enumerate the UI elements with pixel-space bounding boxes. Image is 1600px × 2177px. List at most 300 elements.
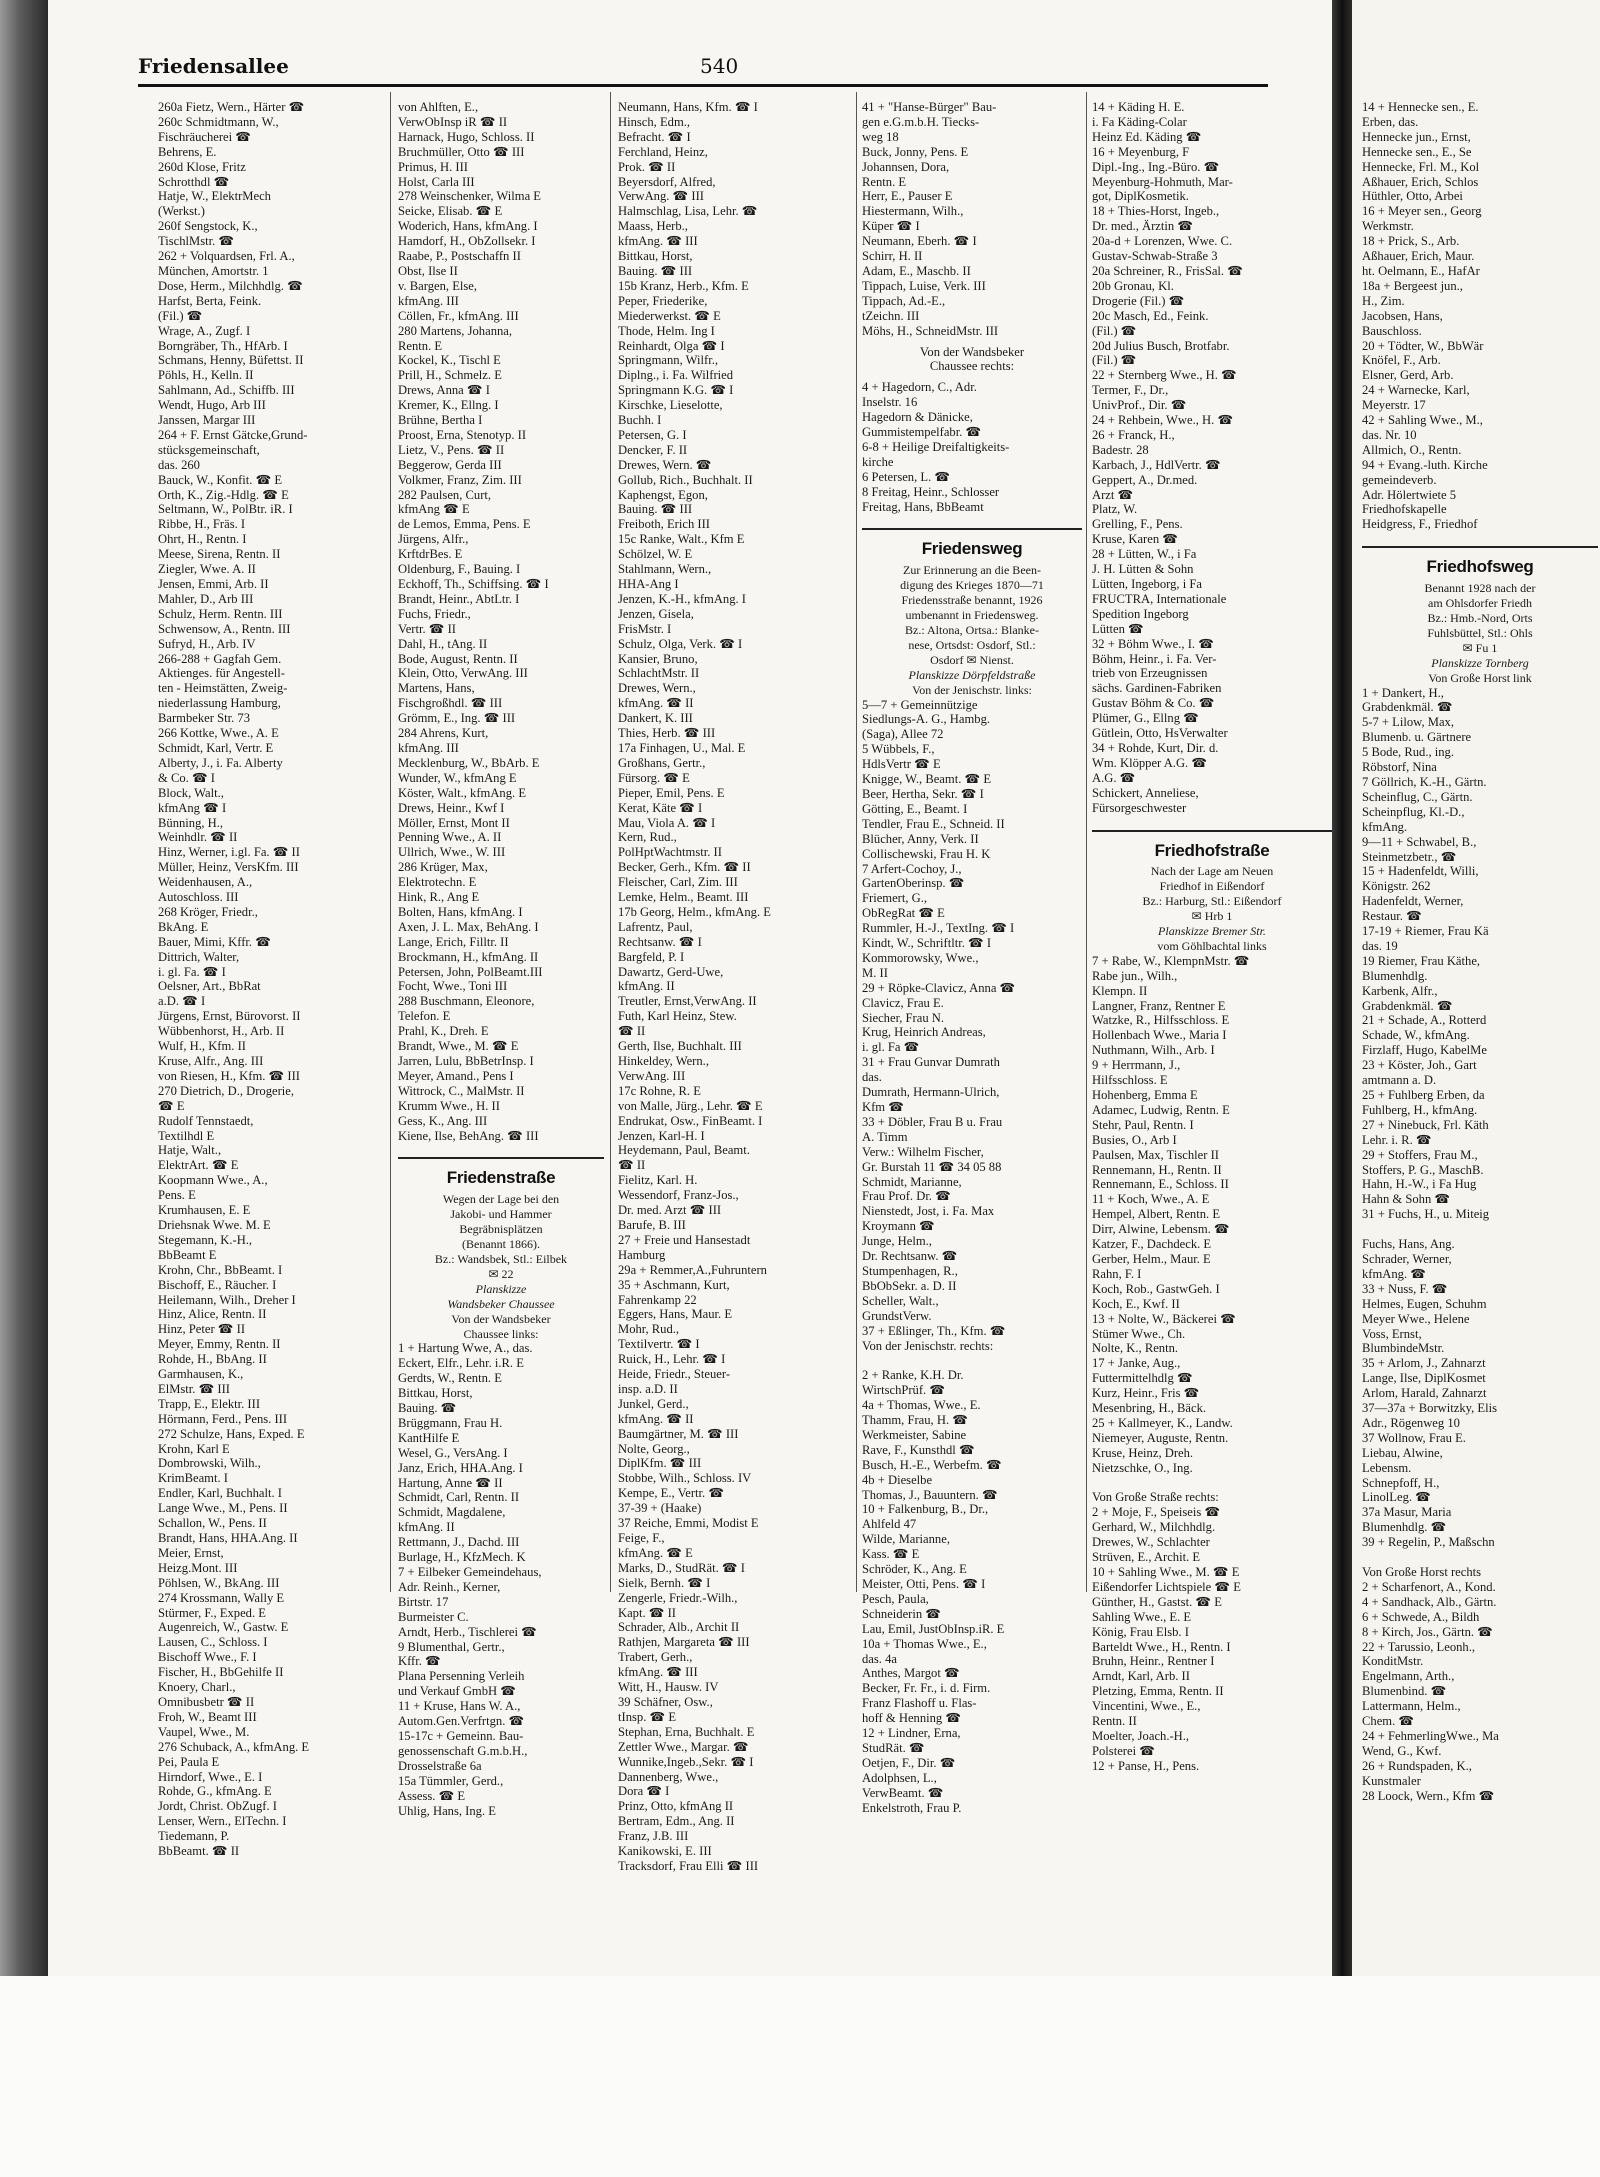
directory-entry: BkAng. E (158, 919, 209, 934)
directory-entry: Adr., Rögenweg 10 (1362, 1415, 1460, 1430)
directory-entry: Kfm ☎ (862, 1100, 904, 1114)
directory-entry: das. 260 (158, 457, 200, 472)
directory-entry: Lafrentz, Paul, (618, 919, 693, 934)
directory-entry: 5 Bode, Rud., ing. (1362, 745, 1455, 760)
directory-entry: Kapt. ☎ II (618, 1605, 677, 1620)
directory-entry: 260f Sengstock, K., (158, 219, 258, 234)
directory-entry: Seltmann, W., PolBtr. iR. I (158, 502, 293, 517)
directory-entry: kirche (862, 454, 894, 469)
directory-entry: Block, Walt., (158, 785, 224, 800)
directory-entry: Petersen, John, PolBeamt.III (398, 964, 543, 979)
street-description: Planskizze Bremer Str. (1158, 924, 1266, 939)
street-description: Planskizze Tornberg (1431, 655, 1529, 670)
directory-entry: Schölzel, W. E (618, 547, 693, 562)
directory-entry: FRUCTRA, Internationale (1092, 591, 1227, 606)
directory-entry: Stümer Wwe., Ch. (1092, 1326, 1186, 1341)
directory-entry: KrimBeamt. I (158, 1471, 228, 1486)
directory-entry: Schröder, K., Ang. E (862, 1562, 967, 1577)
directory-entry: 272 Schulze, Hans, Exped. E (158, 1426, 305, 1441)
directory-entry: Dombrowski, Wilh., (158, 1456, 261, 1471)
street-description: nese, Ortsdst: Osdorf, Stl.: (908, 637, 1036, 652)
directory-entry: Rennemann, H., Rentn. II (1092, 1162, 1222, 1177)
directory-entry: Alberty, J., i. Fa. Alberty (158, 755, 283, 770)
column-divider (856, 92, 857, 1592)
directory-entry: Sahling Wwe., E. E (1092, 1609, 1192, 1624)
directory-entry: 35 + Arlom, J., Zahnarzt (1362, 1356, 1486, 1371)
directory-entry: 24 + Warnecke, Karl, (1362, 383, 1470, 398)
street-section (862, 528, 1082, 697)
directory-entry: Rave, F., Kunsthdl ☎ (862, 1442, 975, 1457)
directory-entry: Wunnike,Ingeb.,Sekr. ☎ I (618, 1754, 754, 1769)
directory-entry: 20d Julius Busch, Brotfabr. (1092, 338, 1230, 353)
directory-entry: Gr. Burstah 11 ☎ 34 05 88 (862, 1159, 1002, 1174)
directory-entry: Telefon. E (398, 1009, 451, 1024)
directory-entry: kfmAng. ☎ II (618, 1411, 694, 1426)
directory-entry: Springmann K.G. ☎ I (618, 383, 734, 398)
directory-entry: Brandt, Hans, HHA.Ang. II (158, 1531, 298, 1545)
directory-entry: Hohenberg, Emma E (1092, 1088, 1198, 1102)
directory-entry: 4 + Sandhack, Alb., Gärtn. (1362, 1594, 1497, 1609)
directory-entry: kfmAng. ☎ E (618, 1545, 693, 1560)
directory-entry: Wesel, G., VersAng. I (398, 1445, 508, 1460)
directory-entry: (Werkst.) (158, 204, 205, 219)
directory-entry: München, Amortstr. 1 (158, 263, 269, 278)
directory-entry: Wrage, A., Zugf. I (158, 323, 251, 338)
directory-entry: Pöhls, H., Kelln. II (158, 368, 254, 383)
directory-entry: Hadenfeldt, Werner, (1362, 894, 1464, 909)
directory-entry: 33 + Döbler, Frau B u. Frau (862, 1114, 1003, 1129)
directory-entry: WirtschPrüf. ☎ (862, 1383, 946, 1398)
directory-entry: Nietzschke, O., Ing. (1092, 1460, 1193, 1475)
street-description: Friedensstraße benannt, 1926 (901, 593, 1043, 608)
directory-entry: Peper, Friederike, (618, 293, 708, 308)
directory-entry: Lange, Erich, Filltr. II (398, 934, 509, 949)
directory-entry: Karbach, J., HdlVertr. ☎ (1092, 457, 1221, 472)
directory-entry: Rentn. E (862, 174, 907, 189)
directory-entry: BbBeamt. ☎ II (158, 1844, 240, 1859)
directory-entry: 2 + Ranke, K.H. Dr. (862, 1368, 964, 1383)
directory-entry: Drosselstraße 6a (398, 1758, 482, 1773)
directory-entry: J. H. Lütten & Sohn (1092, 562, 1194, 577)
directory-entry: Behrens, E. (158, 144, 217, 159)
street-description: Wandsbeker Chaussee (447, 1296, 555, 1311)
directory-entry: 260d Klose, Fritz (158, 159, 246, 174)
directory-entry: Rummler, H.-J., TextIng. ☎ I (862, 921, 1015, 936)
directory-entry: 278 Weinschenker, Wilma E (398, 189, 542, 204)
directory-entry: Gerdts, W., Rentn. E (398, 1371, 502, 1386)
directory-entry: Junge, Helm., (862, 1234, 932, 1249)
directory-entry: Lehr. i. R. ☎ (1362, 1132, 1432, 1147)
directory-entry: 27 + Freie und Hansestadt (618, 1232, 751, 1247)
street-description: ✉ 22 (488, 1266, 514, 1281)
directory-entry: Treutler, Ernst,VerwAng. II (618, 994, 757, 1009)
directory-entry: 10a + Thomas Wwe., E., (862, 1636, 987, 1651)
directory-entry: kfmAng. ☎ III (618, 1665, 698, 1680)
directory-entry: 11 + Koch, Wwe., A. E (1092, 1192, 1210, 1207)
directory-entry: Trabert, Gerh., (618, 1650, 693, 1665)
directory-entry: Bischoff, E., Räucher. I (158, 1277, 277, 1292)
directory-entry: Fielitz, Karl. H. (618, 1173, 698, 1188)
directory-entry: Johannsen, Dora, (862, 159, 950, 174)
directory-entry: Pöhlsen, W., BkAng. III (158, 1575, 280, 1590)
directory-entry: Krohn, Karl E (158, 1441, 230, 1456)
directory-entry: Knoery, Charl., (158, 1680, 236, 1695)
directory-entry: 262 + Volquardsen, Frl. A., (158, 249, 295, 264)
directory-entry: GartenOberinsp. ☎ (862, 876, 965, 891)
directory-entry: Orth, K., Zig.-Hdlg. ☎ E (158, 487, 289, 502)
directory-entry: Pletzing, Emma, Rentn. II (1092, 1684, 1224, 1699)
directory-entry: Trapp, E., Elektr. III (158, 1396, 261, 1411)
directory-entry: Voss, Ernst, (1362, 1326, 1422, 1341)
directory-entry: Weinhdlr. ☎ II (158, 830, 238, 845)
directory-entry: Kremer, K., Ellng. I (398, 398, 499, 413)
directory-entry: Bittkau, Horst, (398, 1386, 473, 1401)
directory-entry: Hinz, Alice, Rentn. II (158, 1307, 267, 1322)
directory-entry: Bittkau, Horst, (618, 249, 693, 264)
street-description: Bz.: Wandsbek, Stl.: Eilbek (434, 1251, 568, 1266)
directory-entry: 5 Wübbels, F., (862, 742, 935, 757)
directory-entry: Kiene, Ilse, BehAng. ☎ III (398, 1128, 539, 1143)
directory-entry: i. gl. Fa ☎ (862, 1040, 920, 1055)
directory-entry: Janssen, Margar III (158, 413, 256, 428)
directory-entry: Futh, Karl Heinz, Stew. (618, 1009, 737, 1024)
directory-entry: Drews, Heinr., Kwf I (398, 800, 505, 815)
directory-entry: A.G. ☎ (1092, 770, 1136, 785)
directory-entry: 2 + Moje, F., Speiseis ☎ (1092, 1505, 1221, 1520)
directory-entry: Heizg.Mont. III (158, 1560, 238, 1575)
directory-entry: Schmidt, Carl, Rentn. II (398, 1490, 520, 1505)
directory-entry: Befracht. ☎ I (618, 129, 691, 144)
street-description: (Benannt 1866). (462, 1237, 540, 1252)
directory-entry: A. Timm (862, 1129, 908, 1144)
directory-entry: Kanikowski, E. III (618, 1844, 712, 1859)
directory-entry: Hinsch, Edm., (618, 114, 691, 129)
directory-entry: Schmans, Henny, Büfettst. II (158, 353, 304, 368)
directory-column-4 (862, 100, 1082, 1860)
directory-entry: Frau Prof. Dr. ☎ (862, 1189, 951, 1204)
directory-entry: Lietz, V., Pens. ☎ II (398, 442, 505, 457)
directory-entry: 17 + Janke, Aug., (1092, 1356, 1181, 1371)
directory-entry: genossenschaft G.m.b.H., (398, 1743, 528, 1758)
directory-entry: Hartung, Anne ☎ II (398, 1475, 503, 1490)
directory-entry: 8 Freitag, Heinr., Schlosser (862, 484, 1000, 499)
directory-entry: 7 + Eilbeker Gemeindehaus, (398, 1565, 542, 1579)
directory-entry: Engelmann, Arth., (1362, 1669, 1455, 1684)
directory-entry: Jürgens, Alfr., (398, 532, 469, 547)
directory-entry: Allmich, O., Rentn. (1362, 442, 1462, 457)
directory-entry: Brockmann, H., kfmAng. II (398, 949, 539, 964)
directory-entry: Meyer Wwe., Helene (1362, 1311, 1470, 1326)
directory-entry: 1 + Hartung Wwe, A., das. (398, 1341, 533, 1356)
directory-entry: Prahl, K., Dreh. E (398, 1024, 489, 1039)
directory-entry: Langner, Franz, Rentner E (1092, 998, 1226, 1013)
directory-entry: (Fil.) ☎ (158, 308, 203, 323)
directory-entry: 14 + Käding H. E. (1092, 100, 1185, 114)
directory-entry: Wittrock, C., MalMstr. II (398, 1083, 525, 1098)
directory-entry: Restaur. ☎ (1362, 909, 1422, 924)
directory-entry: Gollub, Rich., Buchhalt. II (618, 472, 753, 487)
directory-entry: Schwensow, A., Rentn. III (158, 621, 291, 636)
directory-entry: tInsp. ☎ E (618, 1709, 677, 1724)
street-description: Benannt 1928 nach der (1424, 581, 1536, 596)
directory-entry: Zettler Wwe., Margar. ☎ (618, 1739, 749, 1754)
directory-entry: Bolten, Hans, kfmAng. I (398, 904, 523, 919)
directory-entry: Diplng., i. Fa. Wilfried (618, 368, 734, 383)
directory-entry: Meier, Ernst, (158, 1545, 224, 1560)
directory-entry: Friedhofskapelle (1362, 502, 1447, 517)
directory-entry: Steinmetzbetr., ☎ (1362, 849, 1457, 864)
directory-entry: Kirschke, Lieselotte, (618, 398, 723, 413)
directory-entry: 4b + Dieselbe (862, 1472, 933, 1487)
directory-entry: Bauing. ☎ (398, 1401, 457, 1416)
street-section (398, 1157, 604, 1341)
directory-entry: 2 + Scharfenort, A., Kond. (1362, 1579, 1496, 1594)
directory-entry: Vertr. ☎ II (398, 621, 456, 636)
directory-entry: Fahrenkamp 22 (618, 1292, 697, 1307)
directory-entry: LinolLeg. ☎ (1362, 1490, 1431, 1505)
street-section (1362, 546, 1598, 685)
directory-entry: Friemert, G., (862, 891, 928, 906)
directory-entry: 41 + "Hanse-Bürger" Bau- (862, 100, 997, 114)
directory-entry: Koopmann Wwe., A., (158, 1173, 268, 1188)
directory-entry: Hennecke jun., Ernst, (1362, 129, 1471, 144)
directory-entry: Plana Persenning Verleih (398, 1669, 525, 1684)
directory-entry: ☎ II (618, 1158, 646, 1173)
directory-entry: 10 + Sahling Wwe., M. ☎ E (1092, 1565, 1240, 1579)
directory-entry: Volkmer, Franz, Zim. III (398, 472, 522, 487)
directory-entry: Spedition Ingeborg (1092, 606, 1189, 621)
directory-entry: Focht, Wwe., Toni III (398, 979, 508, 994)
directory-entry: Bauschloss. (1362, 323, 1422, 338)
directory-entry: Dose, Herm., Milchhdlg. ☎ (158, 278, 303, 293)
directory-entry: und Verkauf GmbH ☎ (398, 1684, 516, 1699)
directory-entry: Lenser, Wern., ElTechn. I (158, 1814, 287, 1829)
directory-entry: Omnibusbetr ☎ II (158, 1694, 255, 1709)
directory-column-2 (398, 100, 604, 1860)
directory-entry: 5-7 + Lilow, Max, (1362, 715, 1454, 730)
directory-entry: Aßhauer, Erich, Schlos (1362, 174, 1479, 189)
directory-entry: 24 + FehmerlingWwe., Ma (1362, 1728, 1499, 1743)
directory-entry: Dr. med., Ärztin ☎ (1092, 219, 1194, 234)
directory-entry: Bauing. ☎ III (618, 263, 693, 278)
directory-entry: Kommorowsky, Wwe., (862, 950, 979, 965)
directory-entry: 12 + Panse, H., Pens. (1092, 1758, 1200, 1773)
directory-entry: Hagedorn & Dänicke, (862, 410, 973, 425)
directory-entry: Fürsorgeschwester (1092, 800, 1187, 815)
directory-entry: Schade, W., kfmAng. (1362, 1028, 1470, 1043)
directory-entry: Eckhoff, Th., Schiffsing. ☎ I (398, 577, 549, 591)
column-divider (1086, 92, 1087, 1592)
directory-entry: 33 + Nuss, F. ☎ (1362, 1281, 1448, 1296)
directory-entry: Barteldt Wwe., H., Rentn. I (1092, 1639, 1231, 1654)
directory-entry: 9—11 + Schwabel, B., (1362, 834, 1477, 849)
page-header (138, 54, 1580, 84)
directory-entry: Möller, Ernst, Mont II (398, 815, 510, 830)
directory-entry: Gummistempelfabr. ☎ (862, 425, 982, 440)
directory-entry: Rohde, H., BbAng. II (158, 1352, 267, 1367)
directory-entry: Wulf, H., Kfm. II (158, 1039, 246, 1054)
directory-entry: Autoschloss. III (158, 890, 239, 905)
note-line: Chaussee rechts: (929, 359, 1015, 374)
directory-entry: weg 18 (862, 129, 899, 144)
directory-entry: Schrader, Alb., Archit II (618, 1620, 740, 1635)
directory-entry: 20a Schreiner, R., FrisSal. ☎ (1092, 263, 1243, 278)
directory-entry: Kffr. ☎ (398, 1654, 441, 1669)
directory-entry: 266-288 + Gagfah Gem. (158, 651, 282, 666)
directory-entry: ElMstr. ☎ III (158, 1381, 231, 1396)
directory-entry: Schmidt, Magdalene, (398, 1505, 506, 1520)
directory-entry: Kern, Rud., (618, 830, 677, 845)
directory-entry: 7 Arfert-Cochoy, J., (862, 861, 962, 876)
street-description: Friedhof in Eißendorf (1159, 879, 1265, 894)
directory-entry: 28 Loock, Wern., Kfm ☎ (1362, 1788, 1495, 1803)
directory-entry: Dr. Rechtsanw. ☎ (862, 1249, 958, 1264)
directory-entry: Ziegler, Wwe. A. II (158, 562, 256, 577)
directory-entry: 39 + Regelin, P., Maßschn (1362, 1535, 1495, 1550)
street-description: Wegen der Lage bei den (442, 1192, 560, 1207)
directory-entry: Textilhdl E (158, 1128, 215, 1143)
directory-entry: Tracksdorf, Frau Elli ☎ III (618, 1858, 759, 1873)
directory-entry: Paulsen, Max, Tischler II (1092, 1147, 1219, 1162)
directory-entry: Martens, Hans, (398, 681, 475, 696)
directory-entry: Woderich, Hans, kfmAng. I (398, 219, 538, 234)
directory-entry: Fischer, H., BbGehilfe II (158, 1665, 284, 1680)
directory-entry: Bargfeld, P. I (618, 949, 685, 964)
directory-entry: Chem. ☎ (1362, 1714, 1415, 1729)
directory-entry: 6-8 + Heilige Dreifaltigkeits- (862, 439, 1010, 454)
directory-entry: Arzt ☎ (1092, 487, 1134, 502)
directory-entry: 11 + Kruse, Hans W. A., (398, 1699, 521, 1714)
directory-entry: Prill, H., Schmelz. E (398, 368, 502, 383)
directory-entry: Tiedemann, P. (158, 1829, 230, 1844)
directory-entry: Gustav Böhm & Co. ☎ (1092, 696, 1215, 711)
directory-entry: 29 + Stoffers, Frau M., (1362, 1147, 1478, 1162)
directory-entry: 9 + Herrmann, J., (1092, 1058, 1181, 1073)
page-number: 540 (700, 54, 739, 78)
directory-entry: Schneiderin ☎ (862, 1606, 941, 1621)
directory-entry: ObRegRat ☎ E (862, 906, 945, 921)
directory-entry: Sufryd, H., Arb. IV (158, 636, 256, 651)
directory-entry: Rechtsanw. ☎ I (618, 934, 702, 949)
directory-entry: Neumann, Eberh. ☎ I (862, 234, 977, 249)
directory-entry: Tendler, Frau E., Schneid. II (862, 816, 1005, 831)
directory-entry: kfmAng. II (398, 1520, 455, 1535)
directory-entry: Eißendorfer Lichtspiele ☎ E (1092, 1579, 1241, 1594)
directory-entry: Nuthmann, Wilh., Arb. I (1092, 1043, 1215, 1058)
directory-entry: 18a + Bergeest jun., (1362, 278, 1463, 293)
directory-entry: Nienstedt, Jost, i. Fa. Max (862, 1204, 995, 1219)
directory-entry: 25 + Kallmeyer, K., Landw. (1092, 1415, 1233, 1430)
directory-entry: 28 + Lütten, W., i Fa (1092, 547, 1197, 562)
directory-entry: Kunstmaler (1362, 1773, 1421, 1788)
directory-entry: Thies, Herb. ☎ III (618, 726, 716, 741)
directory-entry: Fleischer, Carl, Zim. III (618, 875, 738, 890)
directory-entry: HHA-Ang I (618, 577, 679, 591)
directory-entry: StudRät. ☎ (862, 1740, 925, 1755)
directory-entry: Siedlungs-A. G., Hambg. (862, 712, 991, 727)
directory-entry: Platz, W. (1092, 502, 1138, 517)
directory-entry: Gütlein, Otto, HsVerwalter (1092, 726, 1228, 741)
directory-entry: Buchh. I (618, 413, 662, 428)
directory-entry: Rohde, G., kfmAng. E (158, 1784, 272, 1799)
directory-entry: Sielk, Bernh. ☎ I (618, 1575, 711, 1590)
directory-entry: 7 Göllrich, K.-H., Gärtn. (1362, 774, 1487, 789)
directory-entry: Collischewski, Frau H. K (862, 846, 991, 861)
directory-entry: Blumenbind. ☎ (1362, 1684, 1447, 1699)
directory-entry: Rabe jun., Wilh., (1092, 968, 1178, 983)
directory-entry: Dirr, Alwine, Lebensm. ☎ (1092, 1222, 1230, 1237)
directory-entry: Elsner, Gerd, Arb. (1362, 368, 1454, 383)
directory-entry: Mohr, Rud., (618, 1322, 680, 1337)
directory-entry: Becker, Fr. Fr., i. d. Firm. (862, 1681, 991, 1696)
directory-entry: Futtermittelhdlg ☎ (1092, 1371, 1193, 1386)
directory-entry: Oetjen, F., Dir. ☎ (862, 1755, 956, 1770)
directory-entry: Mahler, D., Arb III (158, 591, 254, 606)
directory-entry: Gustav-Schwab-Straße 3 (1092, 249, 1218, 264)
directory-entry: Rathjen, Margareta ☎ III (618, 1635, 750, 1650)
directory-entry: Firzlaff, Hugo, KabelMe (1362, 1043, 1487, 1058)
directory-entry: ☎ II (618, 1024, 646, 1039)
directory-entry: Hiestermann, Wilh., (862, 204, 964, 219)
directory-entry: Mecklenburg, W., BbArb. E (398, 755, 540, 770)
directory-entry: Arndt, Herb., Tischlerei ☎ (398, 1624, 537, 1639)
directory-entry: VerwObInsp iR ☎ II (398, 114, 508, 129)
directory-entry: Großhans, Gertr., (618, 755, 706, 770)
directory-entry: Bertram, Edm., Ang. II (618, 1814, 735, 1829)
directory-entry: Kaphengst, Egon, (618, 487, 708, 502)
street-description: Nach der Lage am Neuen (1150, 864, 1274, 879)
directory-entry: Springmann, Wilfr., (618, 353, 719, 368)
directory-entry: Helmes, Eugen, Schuhm (1362, 1296, 1487, 1311)
directory-entry: 26 + Rundspaden, K., (1362, 1758, 1472, 1773)
directory-entry: KonditMstr. (1362, 1654, 1424, 1669)
directory-entry: Assess. ☎ E (398, 1788, 466, 1803)
directory-entry: Wilde, Marianne, (862, 1532, 950, 1547)
directory-entry: 4a + Thomas, Wwe., E. (862, 1398, 981, 1413)
directory-entry: Thamm, Frau, H. ☎ (862, 1413, 968, 1428)
directory-entry: Schallon, W., Pens. II (158, 1516, 267, 1531)
directory-entry: BbObSekr. a. D. II (862, 1278, 957, 1293)
directory-entry: Köster, Walt., kfmAng. E (398, 785, 527, 800)
directory-entry: Autom.Gen.Verfrtgn. ☎ (398, 1714, 525, 1729)
directory-entry: Arndt, Karl, Arb. II (1092, 1669, 1190, 1684)
directory-entry: 39 Schäfner, Osw., (618, 1694, 713, 1709)
directory-entry: Thode, Helm. Ing I (618, 323, 715, 338)
directory-entry: Drews, Anna ☎ I (398, 383, 490, 398)
directory-entry: Jenzen, Karl-H. I (618, 1128, 705, 1143)
directory-entry: v. Bargen, Else, (398, 278, 478, 293)
directory-entry: 22 + Sternberg Wwe., H. ☎ (1092, 368, 1237, 383)
column-divider (390, 92, 391, 1592)
directory-entry: 17c Rohne, R. E (618, 1083, 701, 1098)
directory-entry: 31 + Frau Gunvar Dumrath (862, 1055, 1000, 1070)
directory-entry: 27 + Ninebuck, Frl. Käth (1362, 1117, 1489, 1132)
directory-entry: Lütten, Ingeborg, i Fa (1092, 577, 1202, 591)
directory-entry: 22 + Tarussio, Leonh., (1362, 1639, 1476, 1654)
directory-entry: gemeindeverb. (1362, 472, 1437, 487)
directory-entry: Heinz Ed. Käding ☎ (1092, 129, 1202, 144)
directory-entry: Schirr, H. II (862, 249, 923, 264)
street-description: Jakobi- und Hammer (450, 1207, 552, 1222)
directory-entry: Hinz, Werner, i.gl. Fa. ☎ II (158, 845, 300, 860)
directory-entry: Driehsnak Wwe. M. E (158, 1217, 271, 1232)
directory-entry: 94 + Evang.-luth. Kirche (1362, 457, 1488, 472)
directory-entry: 32 + Böhm Wwe., I. ☎ (1092, 636, 1214, 651)
directory-entry: Schmidt, Marianne, (862, 1174, 962, 1189)
page-title: Friedensallee (138, 54, 289, 78)
directory-entry: kfmAng. (1362, 819, 1408, 834)
directory-entry: 31 + Fuchs, H., u. Miteig (1362, 1207, 1490, 1222)
